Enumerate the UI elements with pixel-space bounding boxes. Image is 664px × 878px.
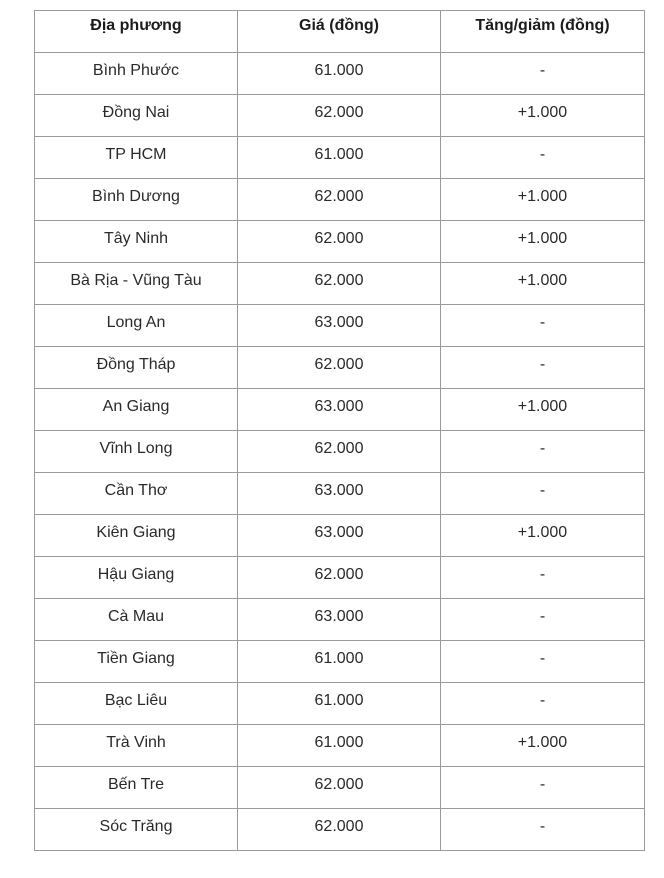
cell-price: 62.000	[238, 95, 441, 137]
cell-change: -	[441, 809, 645, 851]
cell-price: 63.000	[238, 389, 441, 431]
table-row	[35, 53, 645, 95]
cell-locality: Đồng Nai	[35, 95, 238, 137]
header-locality: Địa phương	[35, 11, 238, 53]
table-row	[35, 347, 645, 389]
cell-locality: Bình Phước	[35, 53, 238, 95]
cell-locality: Cà Mau	[35, 599, 238, 641]
cell-change: +1.000	[441, 263, 645, 305]
cell-change: -	[441, 137, 645, 179]
cell-price: 63.000	[238, 599, 441, 641]
cell-price: 62.000	[238, 179, 441, 221]
cell-locality: Bình Dương	[35, 179, 238, 221]
cell-change: +1.000	[441, 725, 645, 767]
cell-change: +1.000	[441, 389, 645, 431]
cell-change: +1.000	[441, 221, 645, 263]
cell-change: -	[441, 347, 645, 389]
cell-change: +1.000	[441, 515, 645, 557]
cell-price: 61.000	[238, 137, 441, 179]
cell-price: 62.000	[238, 557, 441, 599]
cell-change: -	[441, 683, 645, 725]
table-row	[35, 641, 645, 683]
table-row	[35, 683, 645, 725]
cell-locality: Tây Ninh	[35, 221, 238, 263]
cell-price: 63.000	[238, 305, 441, 347]
table-row	[35, 179, 645, 221]
cell-locality: Long An	[35, 305, 238, 347]
table-row	[35, 767, 645, 809]
cell-price: 61.000	[238, 53, 441, 95]
cell-change: -	[441, 473, 645, 515]
cell-locality: Bạc Liêu	[35, 683, 238, 725]
table-row	[35, 137, 645, 179]
header-row	[35, 11, 645, 53]
cell-change: -	[441, 641, 645, 683]
cell-change: -	[441, 599, 645, 641]
cell-price: 62.000	[238, 347, 441, 389]
cell-change: -	[441, 431, 645, 473]
table-body	[35, 53, 645, 851]
cell-locality: Đồng Tháp	[35, 347, 238, 389]
cell-locality: An Giang	[35, 389, 238, 431]
table-row	[35, 95, 645, 137]
cell-price: 63.000	[238, 473, 441, 515]
cell-price: 62.000	[238, 767, 441, 809]
table-row	[35, 515, 645, 557]
cell-price: 62.000	[238, 809, 441, 851]
cell-price: 61.000	[238, 683, 441, 725]
header-change: Tăng/giảm (đồng)	[441, 11, 645, 53]
table-row	[35, 473, 645, 515]
table-row	[35, 305, 645, 347]
table-row	[35, 389, 645, 431]
cell-locality: Tiền Giang	[35, 641, 238, 683]
cell-locality: Hậu Giang	[35, 557, 238, 599]
cell-locality: Bà Rịa - Vũng Tàu	[35, 263, 238, 305]
price-table	[34, 10, 645, 851]
cell-locality: TP HCM	[35, 137, 238, 179]
table-row	[35, 431, 645, 473]
table-row	[35, 809, 645, 851]
cell-change: -	[441, 767, 645, 809]
cell-price: 62.000	[238, 263, 441, 305]
cell-price: 61.000	[238, 725, 441, 767]
cell-price: 63.000	[238, 515, 441, 557]
cell-locality: Sóc Trăng	[35, 809, 238, 851]
cell-change: -	[441, 53, 645, 95]
cell-price: 62.000	[238, 221, 441, 263]
table-row	[35, 725, 645, 767]
table-row	[35, 557, 645, 599]
cell-change: +1.000	[441, 179, 645, 221]
cell-locality: Bến Tre	[35, 767, 238, 809]
cell-price: 61.000	[238, 641, 441, 683]
table-header	[35, 11, 645, 53]
cell-price: 62.000	[238, 431, 441, 473]
table-row	[35, 263, 645, 305]
cell-change: -	[441, 305, 645, 347]
cell-locality: Vĩnh Long	[35, 431, 238, 473]
cell-locality: Kiên Giang	[35, 515, 238, 557]
cell-locality: Cần Thơ	[35, 473, 238, 515]
table-row	[35, 221, 645, 263]
cell-locality: Trà Vinh	[35, 725, 238, 767]
header-price: Giá (đồng)	[238, 11, 441, 53]
cell-change: +1.000	[441, 95, 645, 137]
cell-change: -	[441, 557, 645, 599]
table-row	[35, 599, 645, 641]
